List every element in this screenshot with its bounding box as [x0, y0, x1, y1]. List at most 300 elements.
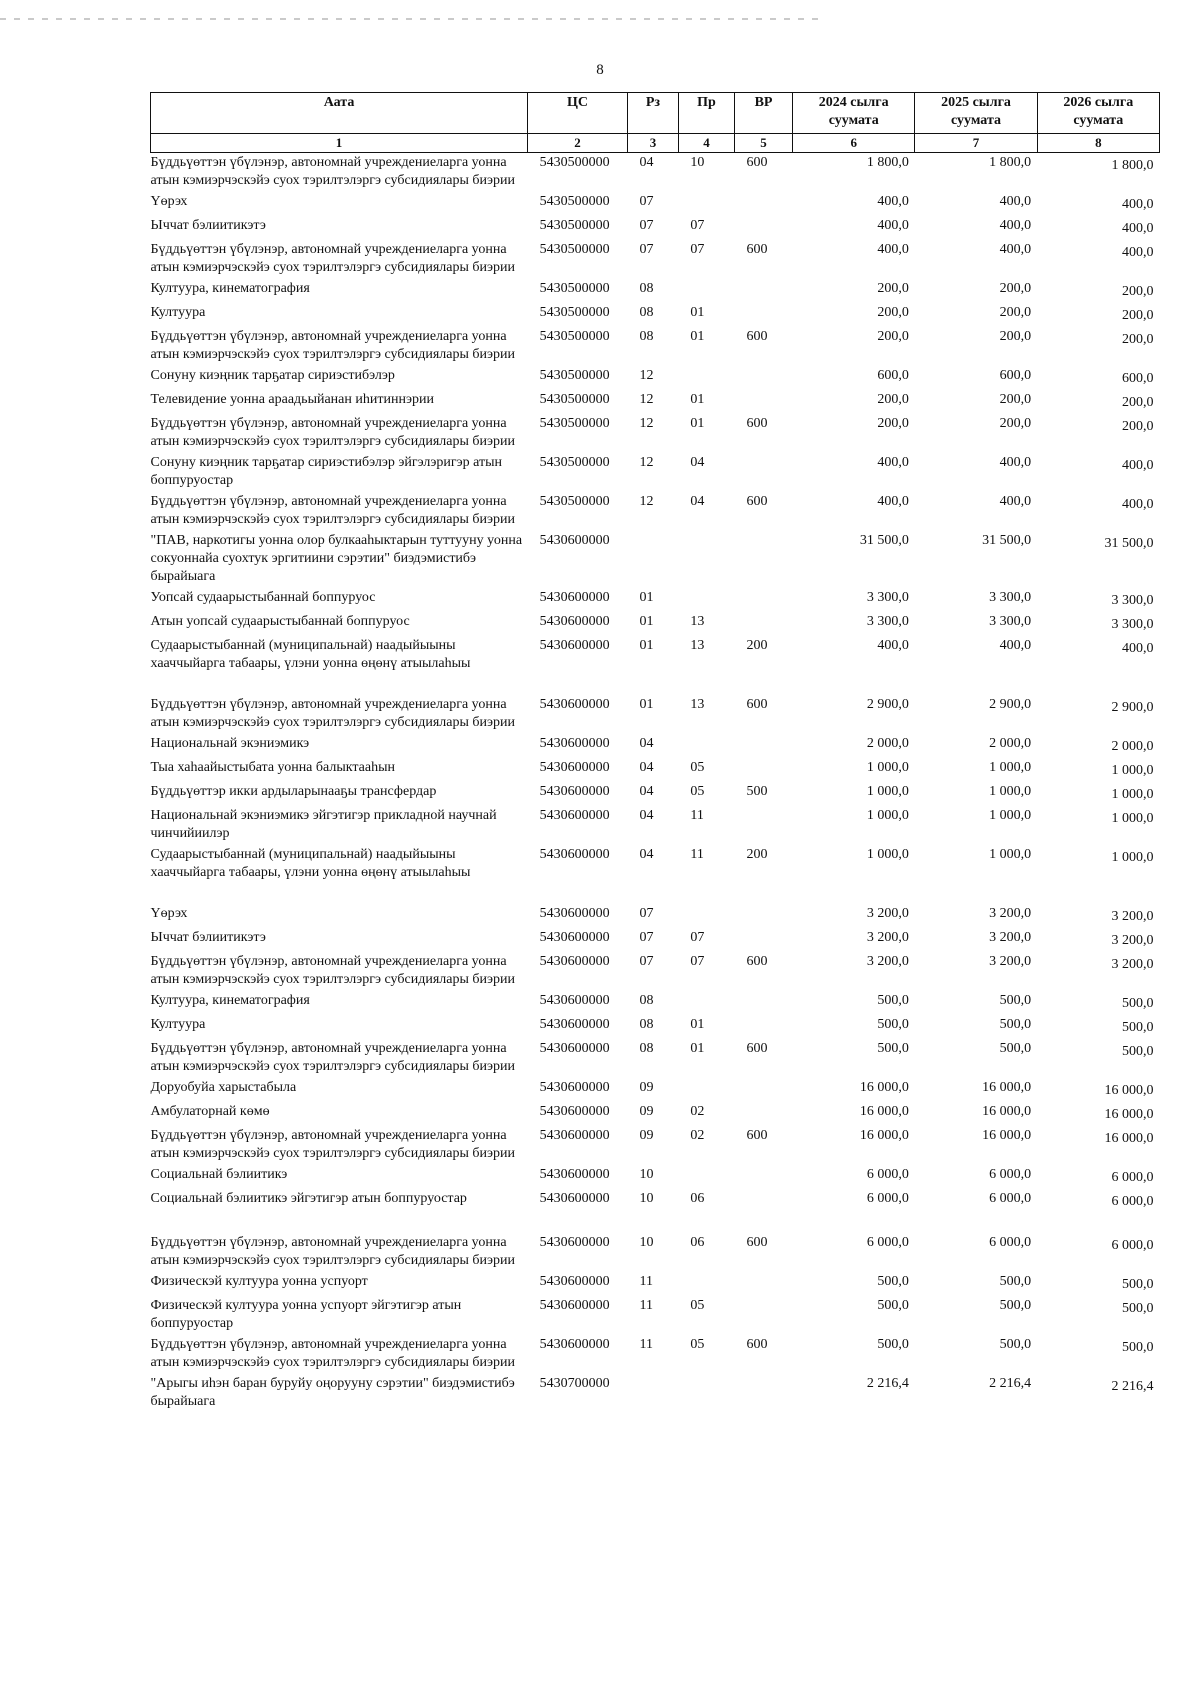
row-vr-cell — [734, 612, 792, 636]
row-cs-cell: 5430600000 — [539, 760, 610, 775]
row-2026-cell: 600,0 — [1122, 371, 1154, 386]
table-row — [151, 279, 1160, 303]
row-vr-cell: 600 — [746, 954, 768, 969]
row-name-cell: Бүддьүөттэн үбүлэнэр, автономнай учреждениеларга уонна атын кэмиэрчэскэйэ суох тэрилтэлэргэ субсидиялары биэрии — [150, 1041, 515, 1074]
row-2024-cell: 600,0 — [877, 368, 909, 383]
table-row — [151, 952, 1160, 991]
row-2025-cell: 2 900,0 — [989, 697, 1032, 712]
row-rz-cell — [627, 1374, 678, 1413]
row-cs-cell: 5430600000 — [539, 808, 610, 823]
row-2025-cell: 400,0 — [999, 194, 1032, 209]
row-cs-cell: 5430600000 — [539, 638, 610, 653]
row-pr-cell — [678, 192, 734, 216]
row-pr-cell — [678, 991, 734, 1015]
row-2026-cell: 400,0 — [1122, 497, 1154, 512]
row-2025-cell: 16 000,0 — [982, 1104, 1032, 1119]
row-2025-cell: 16 000,0 — [982, 1128, 1032, 1143]
table-row — [151, 758, 1160, 782]
page-number: 8 — [596, 62, 604, 78]
row-vr-cell — [734, 1374, 792, 1413]
table-row — [151, 991, 1160, 1015]
row-cs-cell: 5430600000 — [539, 930, 610, 945]
row-2025-cell: 500,0 — [999, 1337, 1032, 1352]
row-cs-cell: 5430600000 — [539, 1298, 610, 1313]
row-pr-cell — [678, 366, 734, 390]
row-2025-cell: 3 300,0 — [989, 590, 1032, 605]
row-2026-cell: 500,0 — [1122, 1044, 1154, 1059]
table-row — [151, 453, 1160, 492]
row-rz-cell: 12 — [639, 455, 654, 470]
row-rz-cell: 04 — [639, 847, 654, 862]
row-cs-cell: 5430500000 — [539, 494, 610, 509]
row-name-cell: Култуура — [150, 1017, 206, 1032]
row-2025-cell: 3 300,0 — [989, 614, 1032, 629]
row-vr-cell: 600 — [746, 416, 768, 431]
row-2024-cell: 1 000,0 — [866, 847, 909, 862]
row-2026-cell: 200,0 — [1122, 308, 1154, 323]
row-name-cell: Бүддьүөттэн үбүлэнэр, автономнай учреждениеларга уонна атын кэмиэрчэскэйэ суох тэрилтэлэргэ субсидиялары биэрии — [150, 416, 515, 449]
row-2026-cell: 200,0 — [1122, 395, 1154, 410]
row-cs-cell: 5430600000 — [539, 784, 610, 799]
row-2025-cell: 500,0 — [999, 1298, 1032, 1313]
table-row — [151, 806, 1160, 845]
row-2026-cell: 1 000,0 — [1111, 850, 1154, 865]
row-2024-cell: 1 000,0 — [866, 808, 909, 823]
row-2025-cell: 200,0 — [999, 281, 1032, 296]
row-2024-cell: 3 200,0 — [866, 930, 909, 945]
row-2026-cell: 1 000,0 — [1111, 763, 1154, 778]
table-row — [151, 1335, 1160, 1374]
row-name-cell: Бүддьүөттэн үбүлэнэр, автономнай учреждениеларга уонна атын кэмиэрчэскэйэ суох тэрилтэлэргэ субсидиялары биэрии — [150, 1235, 515, 1268]
row-2024-cell: 400,0 — [877, 194, 909, 209]
row-rz-cell: 08 — [639, 993, 654, 1008]
header-pr: Пр — [678, 93, 734, 134]
scan-artifact-line — [0, 18, 820, 20]
row-pr-cell — [678, 531, 734, 588]
row-name-cell: Сонуну киэңник тарҕатар сириэстибэлэр — [150, 368, 395, 383]
row-pr-cell: 07 — [690, 930, 705, 945]
table-row — [151, 1126, 1160, 1165]
row-pr-cell: 01 — [690, 1041, 705, 1056]
row-vr-cell — [734, 806, 792, 845]
row-pr-cell: 07 — [690, 954, 705, 969]
row-name-cell: Бүддьүөттэн үбүлэнэр, автономнай учреждениеларга уонна атын кэмиэрчэскэйэ суох тэрилтэлэргэ субсидиялары биэрии — [150, 329, 515, 362]
table-body — [151, 153, 1160, 1414]
table-row — [151, 612, 1160, 636]
row-rz-cell: 10 — [639, 1167, 654, 1182]
row-cs-cell: 5430500000 — [539, 242, 610, 257]
row-vr-cell — [734, 1272, 792, 1296]
row-pr-cell: 01 — [690, 329, 705, 344]
row-2025-cell: 1 000,0 — [989, 784, 1032, 799]
row-cs-cell: 5430600000 — [539, 697, 610, 712]
row-name-cell: "Арыгы иһэн баран буруйу оңорууну сэрэтии" биэдэмистибэ бырайыага — [150, 1376, 515, 1409]
row-cs-cell: 5430500000 — [539, 416, 610, 431]
header-cs: ЦС — [528, 93, 628, 134]
row-2024-cell: 6 000,0 — [866, 1191, 909, 1206]
row-name-cell: Култуура, кинематография — [150, 993, 310, 1008]
row-vr-cell — [734, 531, 792, 588]
table-row — [151, 695, 1160, 734]
row-cs-cell: 5430600000 — [539, 954, 610, 969]
table-row — [151, 636, 1160, 695]
row-cs-cell: 5430600000 — [539, 1167, 610, 1182]
row-vr-cell — [734, 1015, 792, 1039]
row-name-cell: Национальнай экэниэмикэ — [150, 736, 310, 751]
row-2025-cell: 500,0 — [999, 993, 1032, 1008]
row-cs-cell: 5430600000 — [539, 1104, 610, 1119]
row-2024-cell: 3 200,0 — [866, 954, 909, 969]
row-name-cell: Телевидение уонна араадьыйанан иһитиннэрии — [150, 392, 434, 407]
row-2025-cell: 1 800,0 — [989, 155, 1032, 170]
column-number: 1 — [151, 134, 528, 153]
row-2026-cell: 1 000,0 — [1111, 787, 1154, 802]
row-rz-cell: 01 — [639, 638, 654, 653]
row-rz-cell — [627, 531, 678, 588]
row-pr-cell — [678, 734, 734, 758]
row-cs-cell: 5430600000 — [539, 1191, 610, 1206]
row-2026-cell: 200,0 — [1122, 284, 1154, 299]
row-2026-cell: 500,0 — [1122, 1020, 1154, 1035]
row-rz-cell: 01 — [639, 614, 654, 629]
table-row — [151, 588, 1160, 612]
row-2025-cell: 3 200,0 — [989, 930, 1032, 945]
row-2024-cell: 16 000,0 — [859, 1104, 909, 1119]
row-2025-cell: 400,0 — [999, 455, 1032, 470]
row-2025-cell: 16 000,0 — [982, 1080, 1032, 1095]
row-2024-cell: 2 000,0 — [866, 736, 909, 751]
table-row — [151, 1015, 1160, 1039]
row-cs-cell: 5430600000 — [539, 1235, 610, 1250]
row-name-cell: "ПАВ, наркотигы уонна олор булкааһыктарын туттууну уонна сокуоннайа суохтук эргитиини сэрэтии" биэдэмистибэ бырайыага — [150, 533, 523, 584]
row-name-cell: Бүддьүөттэн үбүлэнэр, автономнай учреждениеларга уонна атын кэмиэрчэскэйэ суох тэрилтэлэргэ субсидиялары биэрии — [150, 1337, 515, 1370]
table-row — [151, 782, 1160, 806]
header-2026: 2026 сылга суумата — [1037, 93, 1159, 134]
row-vr-cell — [734, 1189, 792, 1233]
row-2026-cell: 16 000,0 — [1104, 1131, 1154, 1146]
row-vr-cell — [734, 216, 792, 240]
table-row — [151, 414, 1160, 453]
row-name-cell: Тыа хаһаайыстыбата уонна балыктааһын — [150, 760, 395, 775]
row-2024-cell: 6 000,0 — [866, 1235, 909, 1250]
table-row — [151, 153, 1160, 193]
row-rz-cell: 09 — [639, 1128, 654, 1143]
table-row — [151, 1189, 1160, 1233]
row-rz-cell: 09 — [639, 1080, 654, 1095]
row-vr-cell: 600 — [746, 1128, 768, 1143]
row-2024-cell: 500,0 — [877, 1041, 909, 1056]
row-pr-cell: 11 — [690, 847, 704, 862]
row-vr-cell: 600 — [746, 494, 768, 509]
row-pr-cell: 01 — [690, 392, 705, 407]
row-2026-cell: 6 000,0 — [1111, 1194, 1154, 1209]
column-number: 3 — [627, 134, 678, 153]
row-rz-cell: 10 — [639, 1235, 654, 1250]
row-2025-cell: 200,0 — [999, 329, 1032, 344]
row-cs-cell: 5430600000 — [539, 906, 610, 921]
row-rz-cell: 01 — [639, 697, 654, 712]
row-vr-cell — [734, 734, 792, 758]
row-2025-cell: 500,0 — [999, 1041, 1032, 1056]
table-row — [151, 390, 1160, 414]
row-cs-cell: 5430600000 — [539, 993, 610, 1008]
row-name-cell: Бүддьүөттэн үбүлэнэр, автономнай учреждениеларга уонна атын кэмиэрчэскэйэ суох тэрилтэлэргэ субсидиялары биэрии — [150, 494, 515, 527]
row-vr-cell — [734, 279, 792, 303]
row-2026-cell: 3 300,0 — [1111, 617, 1154, 632]
budget-table — [150, 92, 1160, 1413]
row-2026-cell: 16 000,0 — [1104, 1107, 1154, 1122]
row-cs-cell: 5430600000 — [539, 590, 610, 605]
table-row — [151, 845, 1160, 904]
row-rz-cell: 04 — [639, 808, 654, 823]
row-cs-cell: 5430500000 — [539, 155, 610, 170]
row-pr-cell: 02 — [690, 1104, 705, 1119]
row-cs-cell: 5430700000 — [539, 1376, 610, 1391]
row-cs-cell: 5430600000 — [539, 847, 610, 862]
row-2026-cell: 31 500,0 — [1104, 536, 1154, 551]
row-rz-cell: 11 — [639, 1274, 653, 1289]
row-2025-cell: 2 216,4 — [989, 1376, 1032, 1391]
row-2025-cell: 400,0 — [999, 242, 1032, 257]
row-cs-cell: 5430500000 — [539, 218, 610, 233]
table-row — [151, 1374, 1160, 1413]
table-header-row — [151, 93, 1160, 134]
row-name-cell: Үөрэх — [150, 906, 188, 921]
row-2024-cell: 16 000,0 — [859, 1080, 909, 1095]
row-name-cell: Уопсай судаарыстыбаннай боппуруос — [150, 590, 376, 605]
table-row — [151, 1102, 1160, 1126]
row-2026-cell: 2 900,0 — [1111, 700, 1154, 715]
row-2026-cell: 500,0 — [1122, 1277, 1154, 1292]
row-2025-cell: 2 000,0 — [989, 736, 1032, 751]
table-row — [151, 216, 1160, 240]
row-name-cell: Бүддьүөттэн үбүлэнэр, автономнай учреждениеларга уонна атын кэмиэрчэскэйэ суох тэрилтэлэргэ субсидиялары биэрии — [150, 954, 515, 987]
column-number: 7 — [915, 134, 1037, 153]
row-2024-cell: 500,0 — [877, 1017, 909, 1032]
row-rz-cell: 08 — [639, 305, 654, 320]
row-vr-cell — [734, 1296, 792, 1335]
row-cs-cell: 5430600000 — [539, 1017, 610, 1032]
row-2024-cell: 1 000,0 — [866, 760, 909, 775]
row-vr-cell — [734, 588, 792, 612]
row-pr-cell: 05 — [690, 1298, 705, 1313]
row-pr-cell — [678, 588, 734, 612]
row-vr-cell: 600 — [746, 697, 768, 712]
row-2024-cell: 200,0 — [877, 392, 909, 407]
row-2024-cell: 1 000,0 — [866, 784, 909, 799]
row-vr-cell — [734, 928, 792, 952]
row-vr-cell: 200 — [746, 847, 768, 862]
row-name-cell: Социальнай бэлиитикэ эйгэтигэр атын боппуруостар — [150, 1191, 467, 1206]
column-number: 4 — [678, 134, 734, 153]
row-2025-cell: 200,0 — [999, 416, 1032, 431]
row-rz-cell: 08 — [639, 329, 654, 344]
row-name-cell: Доруобуйа харыстабыла — [150, 1080, 297, 1095]
table-row — [151, 1039, 1160, 1078]
row-name-cell: Судаарыстыбаннай (муниципальнай) наадыйыыны хааччыйарга табаары, үлэни уонна өңөнү атыылаһыы — [150, 638, 471, 671]
row-vr-cell: 600 — [746, 1041, 768, 1056]
row-name-cell: Бүддьүөттэн үбүлэнэр, автономнай учреждениеларга уонна атын кэмиэрчэскэйэ суох тэрилтэлэргэ субсидиялары биэрии — [150, 1128, 515, 1161]
row-name-cell: Сонуну киэңник тарҕатар сириэстибэлэр эйгэлэригэр атын боппуруостар — [150, 455, 502, 488]
row-vr-cell — [734, 904, 792, 928]
row-vr-cell — [734, 303, 792, 327]
row-rz-cell: 07 — [639, 194, 654, 209]
row-cs-cell: 5430600000 — [539, 1274, 610, 1289]
row-cs-cell: 5430500000 — [539, 392, 610, 407]
row-rz-cell: 07 — [639, 218, 654, 233]
row-2025-cell: 6 000,0 — [989, 1235, 1032, 1250]
row-pr-cell — [678, 279, 734, 303]
row-2026-cell: 400,0 — [1122, 221, 1154, 236]
row-name-cell: Физическэй култуура уонна успуорт эйгэтигэр атын боппуруостар — [150, 1298, 462, 1331]
row-2024-cell: 500,0 — [877, 1274, 909, 1289]
row-cs-cell: 5430500000 — [539, 194, 610, 209]
row-2025-cell: 400,0 — [999, 218, 1032, 233]
row-cs-cell: 5430600000 — [539, 614, 610, 629]
row-rz-cell: 07 — [639, 954, 654, 969]
row-2025-cell: 600,0 — [999, 368, 1032, 383]
row-pr-cell: 04 — [690, 494, 705, 509]
table-row — [151, 904, 1160, 928]
row-2024-cell: 16 000,0 — [859, 1128, 909, 1143]
row-name-cell: Атын уопсай судаарыстыбаннай боппуруос — [150, 614, 410, 629]
row-2026-cell: 1 000,0 — [1111, 811, 1154, 826]
row-vr-cell: 600 — [746, 1235, 768, 1250]
row-vr-cell — [734, 1165, 792, 1189]
row-2024-cell: 400,0 — [877, 638, 909, 653]
table-row — [151, 928, 1160, 952]
row-name-cell: Судаарыстыбаннай (муниципальнай) наадыйыыны хааччыйарга табаары, үлэни уонна өңөнү атыылаһыы — [150, 847, 471, 880]
row-cs-cell: 5430600000 — [539, 1080, 610, 1095]
row-rz-cell: 08 — [639, 1017, 654, 1032]
column-number: 2 — [528, 134, 628, 153]
row-name-cell: Амбулаторнай көмө — [150, 1104, 270, 1119]
row-2024-cell: 500,0 — [877, 993, 909, 1008]
row-name-cell: Ыччат бэлиитикэтэ — [150, 930, 266, 945]
row-2025-cell: 400,0 — [999, 638, 1032, 653]
row-name-cell: Үөрэх — [150, 194, 188, 209]
row-vr-cell — [734, 453, 792, 492]
row-pr-cell: 13 — [690, 614, 705, 629]
table-row — [151, 1233, 1160, 1272]
table-row — [151, 734, 1160, 758]
row-rz-cell: 07 — [639, 906, 654, 921]
row-vr-cell: 600 — [746, 1337, 768, 1352]
row-vr-cell — [734, 366, 792, 390]
row-vr-cell: 600 — [746, 242, 768, 257]
row-2024-cell: 3 300,0 — [866, 590, 909, 605]
row-name-cell: Култуура — [150, 305, 206, 320]
row-2026-cell: 6 000,0 — [1111, 1238, 1154, 1253]
row-2025-cell: 500,0 — [999, 1274, 1032, 1289]
row-2026-cell: 400,0 — [1122, 458, 1154, 473]
row-pr-cell: 01 — [690, 305, 705, 320]
row-rz-cell: 04 — [639, 760, 654, 775]
row-2026-cell: 200,0 — [1122, 419, 1154, 434]
row-cs-cell: 5430600000 — [539, 533, 610, 548]
row-rz-cell: 08 — [639, 1041, 654, 1056]
row-cs-cell: 5430500000 — [539, 455, 610, 470]
row-2025-cell: 1 000,0 — [989, 760, 1032, 775]
row-2026-cell: 400,0 — [1122, 197, 1154, 212]
row-2025-cell: 1 000,0 — [989, 808, 1032, 823]
row-vr-cell — [734, 390, 792, 414]
row-2025-cell: 500,0 — [999, 1017, 1032, 1032]
row-pr-cell: 13 — [690, 697, 705, 712]
row-vr-cell — [734, 1102, 792, 1126]
row-name-cell: Ыччат бэлиитикэтэ — [150, 218, 266, 233]
row-2025-cell: 400,0 — [999, 494, 1032, 509]
row-name-cell: Бүддьүөттэр икки ардыларынааҕы трансфердар — [150, 784, 437, 799]
table-row — [151, 240, 1160, 279]
row-2024-cell: 500,0 — [877, 1337, 909, 1352]
row-pr-cell: 04 — [690, 455, 705, 470]
table-row — [151, 303, 1160, 327]
row-pr-cell — [678, 1272, 734, 1296]
column-number: 5 — [734, 134, 792, 153]
row-2026-cell: 500,0 — [1122, 996, 1154, 1011]
column-number: 6 — [793, 134, 915, 153]
row-vr-cell — [734, 192, 792, 216]
row-rz-cell: 04 — [639, 736, 654, 751]
row-pr-cell: 05 — [690, 1337, 705, 1352]
row-pr-cell: 02 — [690, 1128, 705, 1143]
row-vr-cell — [734, 991, 792, 1015]
row-pr-cell: 13 — [690, 638, 705, 653]
row-2024-cell: 200,0 — [877, 416, 909, 431]
row-2024-cell: 200,0 — [877, 329, 909, 344]
column-number-row — [151, 134, 1160, 153]
row-rz-cell: 07 — [639, 930, 654, 945]
row-rz-cell: 01 — [639, 590, 654, 605]
row-rz-cell: 09 — [639, 1104, 654, 1119]
row-vr-cell — [734, 1078, 792, 1102]
row-2026-cell: 1 800,0 — [1111, 158, 1154, 173]
header-2024: 2024 сылга суумата — [793, 93, 915, 134]
row-rz-cell: 10 — [639, 1191, 654, 1206]
header-rz: Рз — [627, 93, 678, 134]
row-pr-cell: 06 — [690, 1191, 705, 1206]
column-number: 8 — [1037, 134, 1159, 153]
table-row — [151, 1296, 1160, 1335]
row-rz-cell: 12 — [639, 368, 654, 383]
header-2025: 2025 сылга суумата — [915, 93, 1037, 134]
row-2026-cell: 2 216,4 — [1111, 1379, 1154, 1394]
row-2024-cell: 400,0 — [877, 242, 909, 257]
row-pr-cell: 01 — [690, 416, 705, 431]
row-2024-cell: 31 500,0 — [859, 533, 909, 548]
row-rz-cell: 04 — [639, 784, 654, 799]
row-2026-cell: 3 300,0 — [1111, 593, 1154, 608]
row-2024-cell: 200,0 — [877, 281, 909, 296]
row-rz-cell: 12 — [639, 392, 654, 407]
row-rz-cell: 11 — [639, 1298, 653, 1313]
table-row — [151, 1272, 1160, 1296]
row-rz-cell: 04 — [639, 155, 654, 170]
row-pr-cell: 07 — [690, 242, 705, 257]
row-pr-cell — [678, 1165, 734, 1189]
row-cs-cell: 5430500000 — [539, 329, 610, 344]
row-pr-cell: 11 — [690, 808, 704, 823]
row-name-cell: Национальнай экэниэмикэ эйгэтигэр прикладной научнай чинчийиилэр — [150, 808, 497, 841]
row-vr-cell: 600 — [746, 155, 768, 170]
row-2025-cell: 1 000,0 — [989, 847, 1032, 862]
row-pr-cell: 05 — [690, 784, 705, 799]
row-2026-cell: 500,0 — [1122, 1301, 1154, 1316]
row-2026-cell: 200,0 — [1122, 332, 1154, 347]
row-2024-cell: 3 300,0 — [866, 614, 909, 629]
row-rz-cell: 12 — [639, 494, 654, 509]
